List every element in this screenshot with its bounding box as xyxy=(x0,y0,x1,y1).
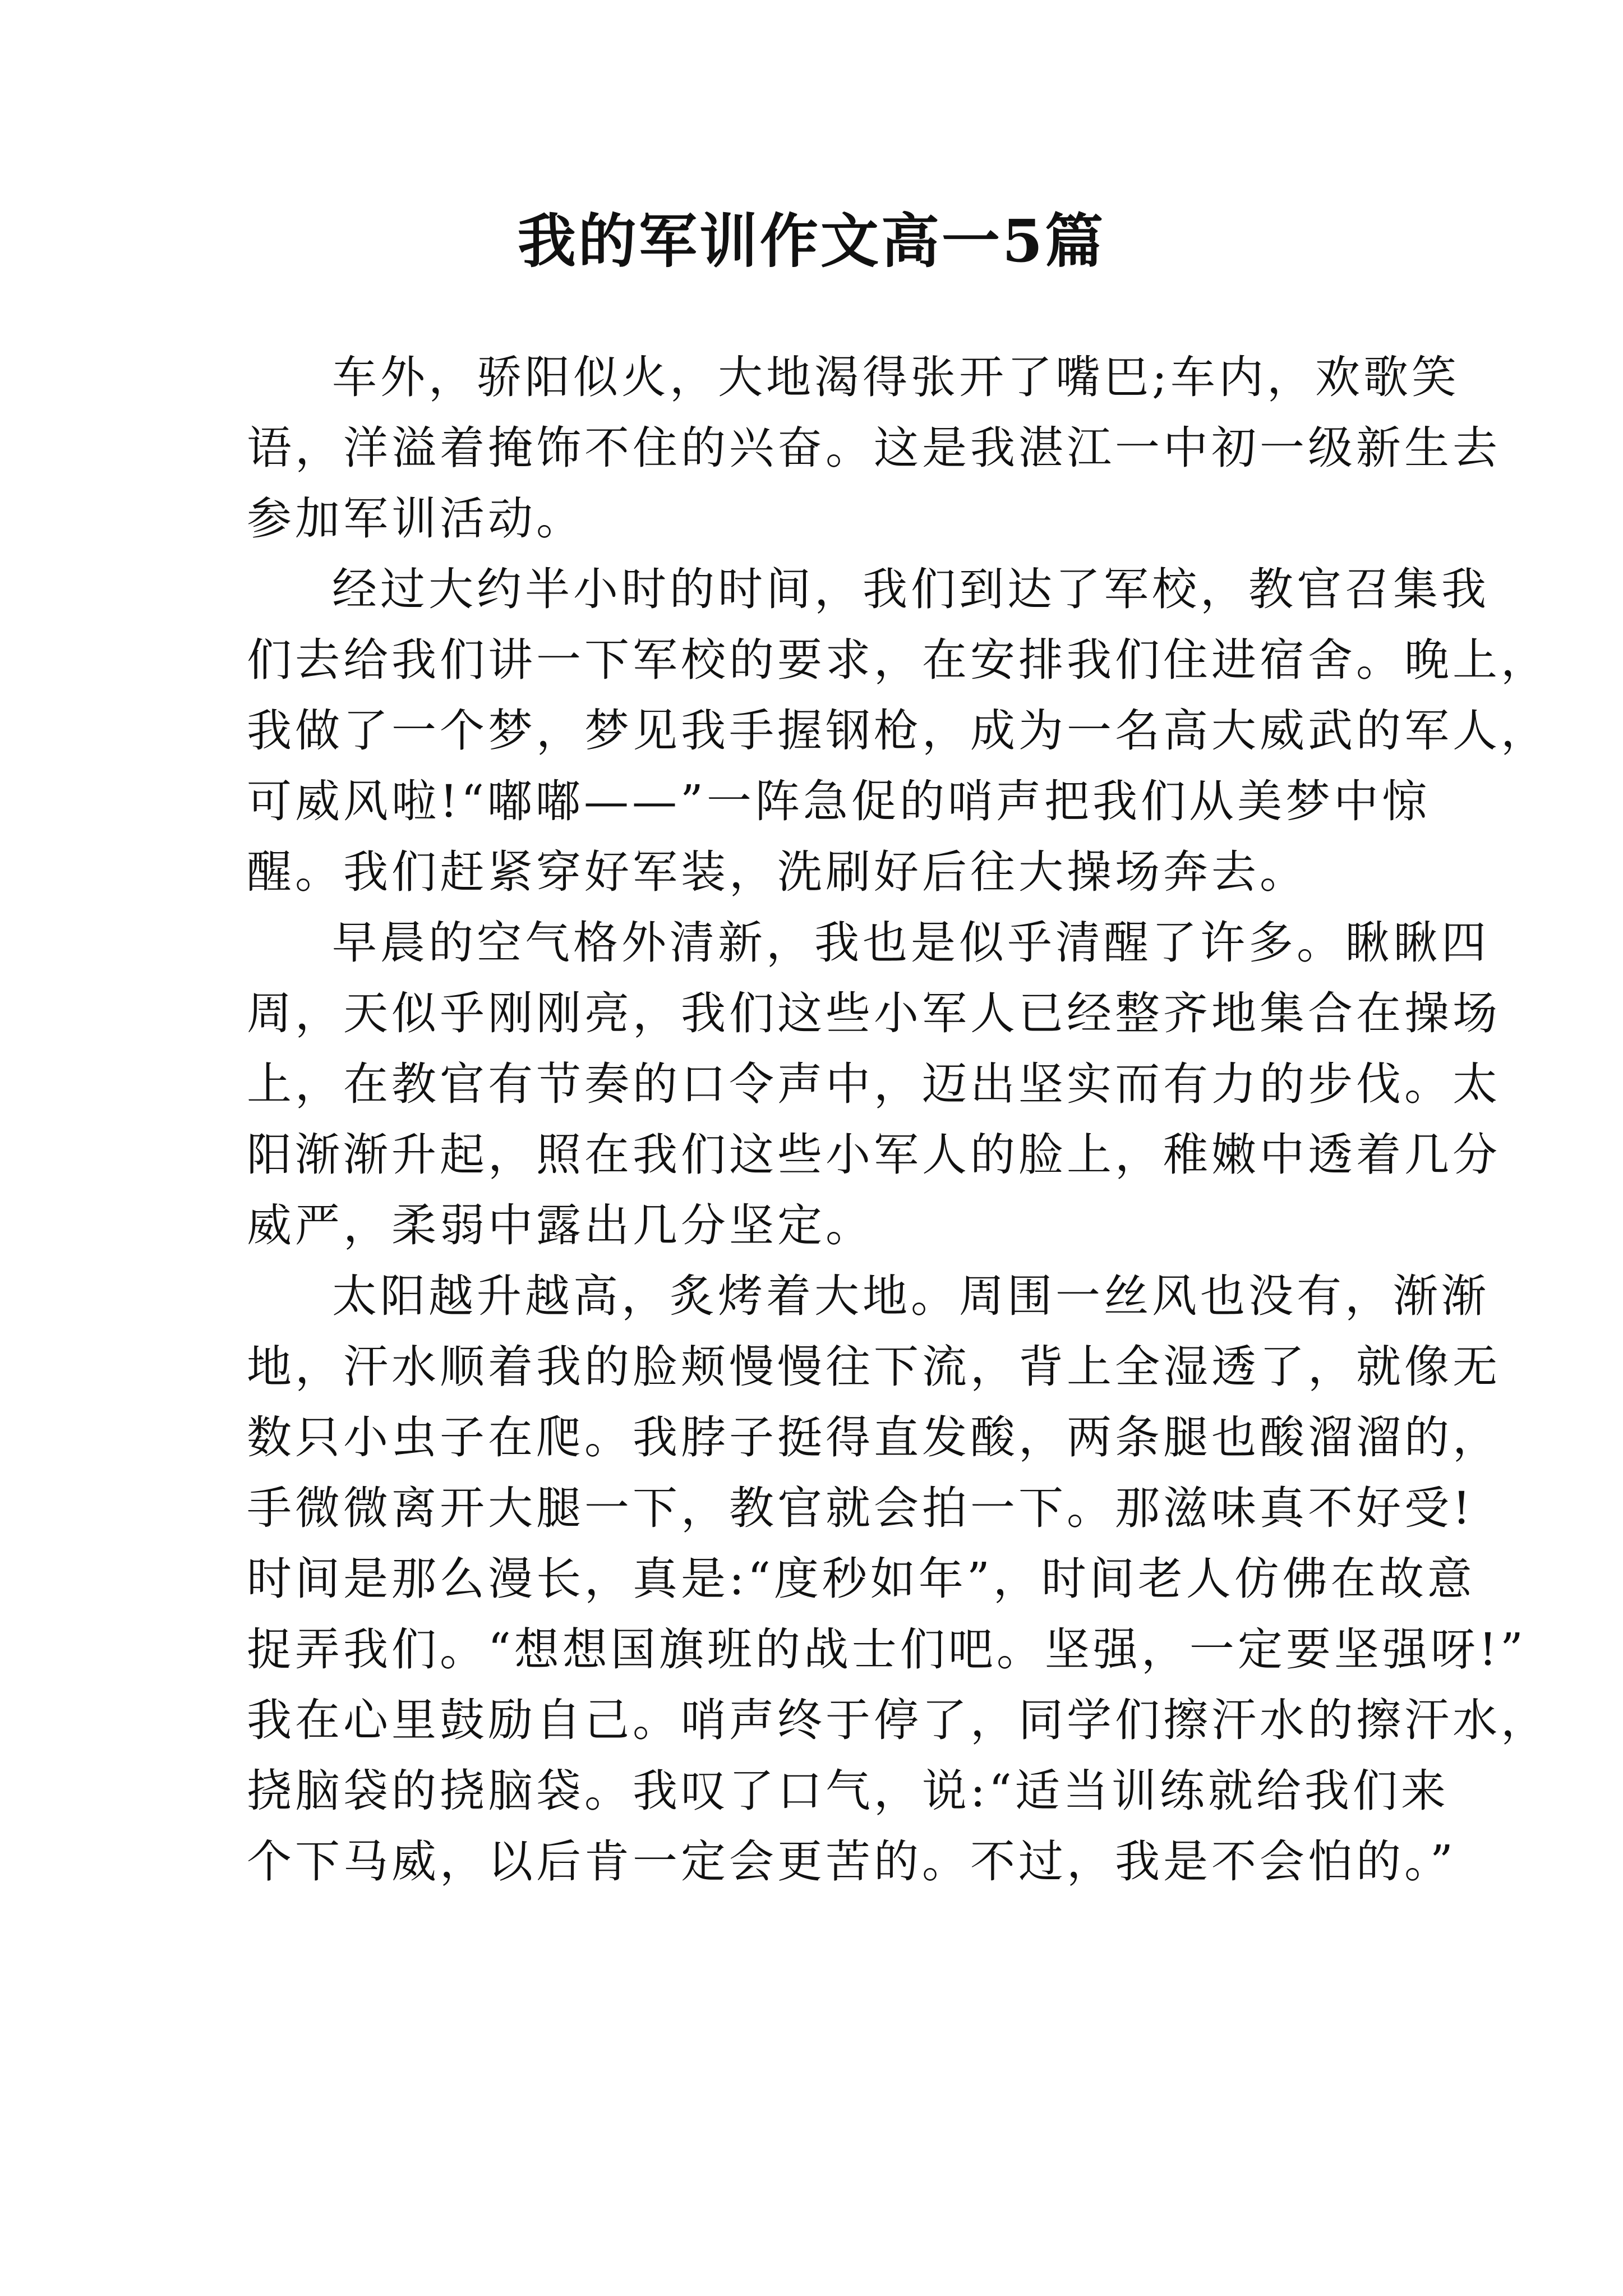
paragraph-line: 参加军训活动。 xyxy=(247,493,584,545)
paragraph-4 xyxy=(247,1261,1549,1897)
document-body xyxy=(247,342,1549,1897)
paragraph-line: 阳渐渐升起，照在我们这些小军人的脸上，稚嫩中透着几分 xyxy=(247,1129,1501,1181)
paragraph-line: 语，洋溢着掩饰不住的兴奋。这是我湛江一中初一级新生去 xyxy=(247,422,1501,474)
paragraph-line: 早晨的空气格外清新，我也是似乎清醒了许多。瞅瞅四 xyxy=(332,917,1490,969)
paragraph-line: 上，在教官有节奏的口令声中，迈出坚实而有力的步伐。太 xyxy=(247,1058,1501,1110)
paragraph-line: 可威风啦!“嘟嘟——”一阵急促的哨声把我们从美梦中惊 xyxy=(247,775,1430,827)
paragraph-line: 手微微离开大腿一下，教官就会拍一下。那滋味真不好受! xyxy=(247,1482,1474,1534)
paragraph-line: 醒。我们赶紧穿好军装，洗刷好后往大操场奔去。 xyxy=(247,846,1308,898)
paragraph-line: 经过大约半小时的时间，我们到达了军校，教官召集我 xyxy=(332,563,1490,615)
paragraph-3 xyxy=(247,908,1501,1261)
paragraph-line: 地，汗水顺着我的脸颊慢慢往下流，背上全湿透了，就像无 xyxy=(247,1341,1501,1393)
paragraph-line: 们去给我们讲一下军校的要求，在安排我们住进宿舍。晚上， xyxy=(247,634,1549,686)
paragraph-line: 捉弄我们。“想想国旗班的战士们吧。坚强，一定要坚强呀!” xyxy=(247,1623,1527,1676)
paragraph-2 xyxy=(247,554,1549,908)
paragraph-line: 个下马威，以后肯一定会更苦的。不过，我是不会怕的。” xyxy=(247,1835,1456,1888)
paragraph-line: 车外，骄阳似火，大地渴得张开了嘴巴;车内，欢歌笑 xyxy=(332,351,1460,403)
document-title: 我的军训作文高一5篇 xyxy=(517,206,1106,275)
paragraph-line: 周，天似乎刚刚亮，我们这些小军人已经整齐地集合在操场 xyxy=(247,987,1501,1039)
paragraph-line: 威严，柔弱中露出几分坚定。 xyxy=(247,1199,874,1251)
paragraph-1 xyxy=(247,342,1501,554)
paragraph-line: 数只小虫子在爬。我脖子挺得直发酸，两条腿也酸溜溜的， xyxy=(247,1411,1501,1464)
paragraph-line: 时间是那么漫长，真是:“度秒如年”，时间老人仿佛在故意 xyxy=(247,1553,1476,1605)
paragraph-line: 我做了一个梦，梦见我手握钢枪，成为一名高大威武的军人， xyxy=(247,705,1549,757)
paragraph-line: 我在心里鼓励自己。哨声终于停了，同学们擦汗水的擦汗水， xyxy=(247,1694,1549,1746)
paragraph-line: 太阳越升越高，炙烤着大地。周围一丝风也没有，渐渐 xyxy=(332,1270,1490,1322)
paragraph-line: 挠脑袋的挠脑袋。我叹了口气，说:“适当训练就给我们来 xyxy=(247,1765,1449,1817)
